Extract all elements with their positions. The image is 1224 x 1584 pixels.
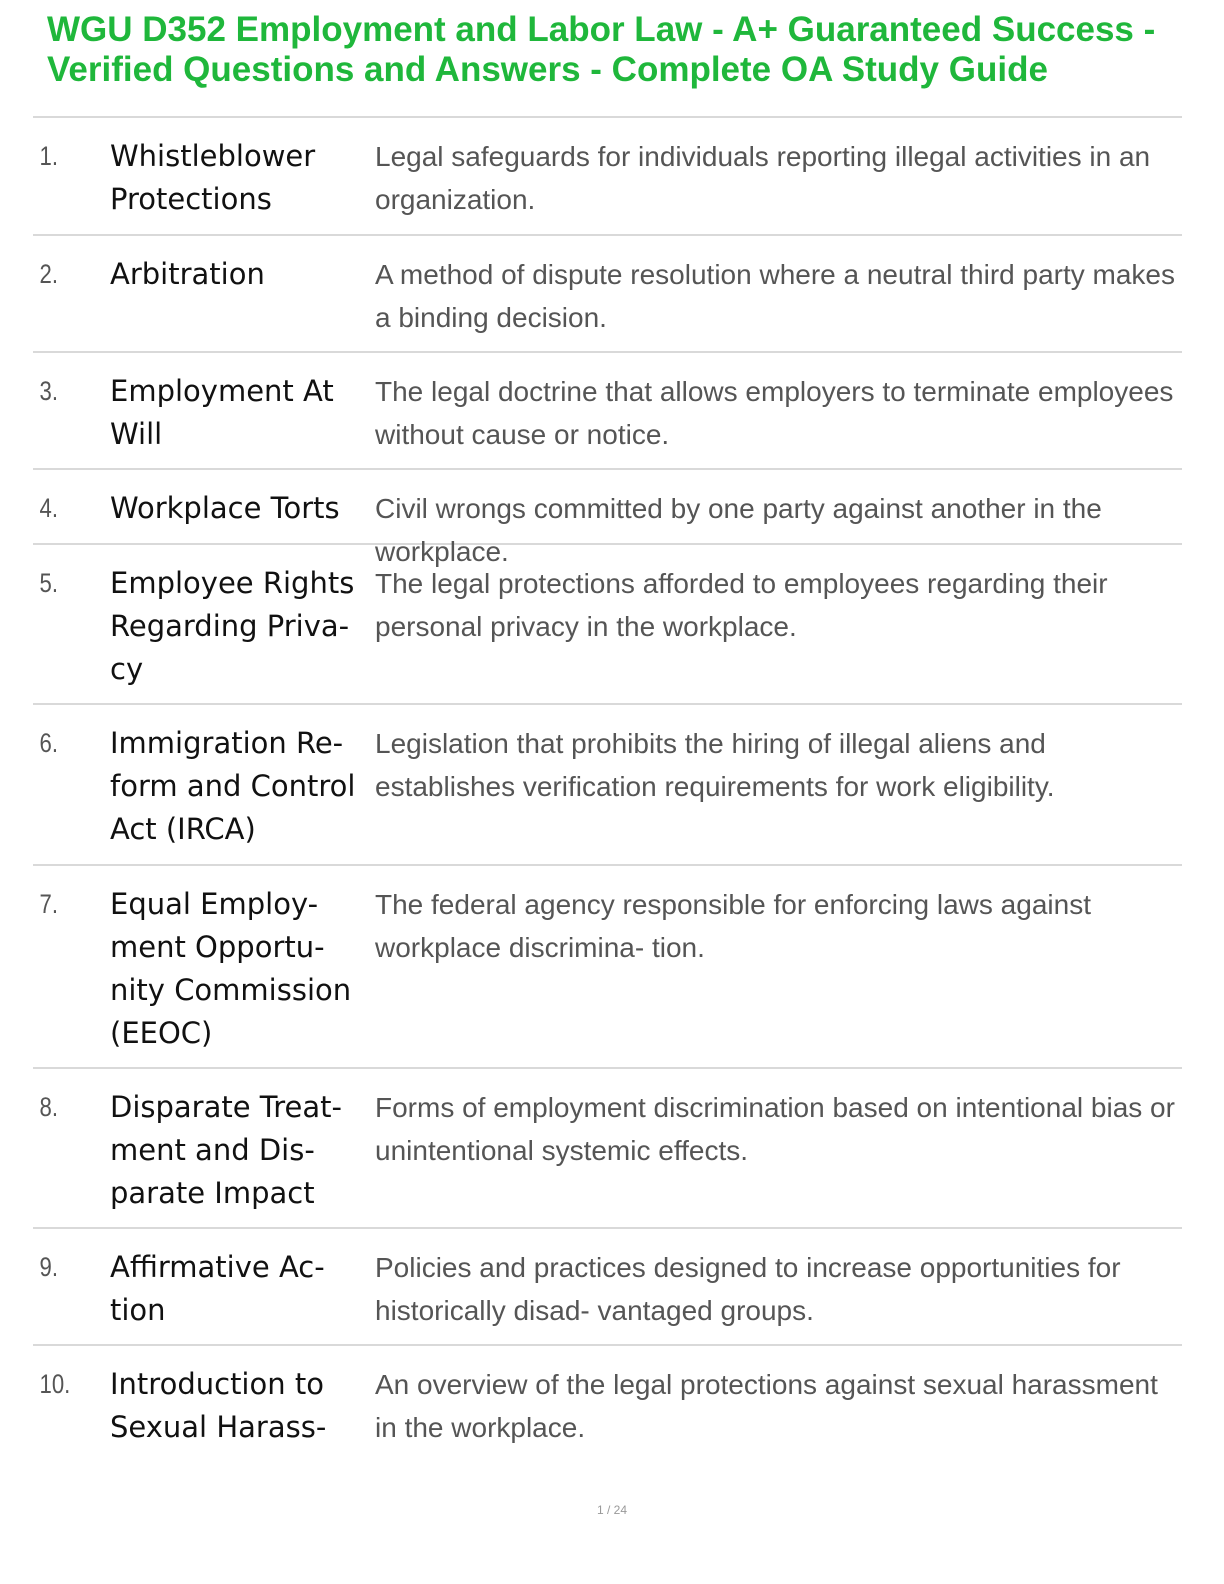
item-number: 8. bbox=[39, 1092, 59, 1122]
list-item bbox=[33, 543, 1182, 703]
list-item bbox=[33, 1067, 1182, 1227]
list-item bbox=[33, 1227, 1182, 1344]
item-definition: Legal safeguards for individuals reporting illegal activities in an organization. bbox=[375, 141, 1151, 215]
item-number: 7. bbox=[39, 889, 59, 919]
title-line-2: Verified Questions and Answers - Complete OA Study Guide bbox=[47, 50, 1048, 89]
item-number: 5. bbox=[39, 568, 59, 598]
item-definition: Legislation that prohibits the hiring of illegal aliens and establishes verification requirements for work eligibility. bbox=[375, 728, 1055, 802]
page-number: 1 / 24 bbox=[596, 1503, 628, 1517]
list-item bbox=[33, 351, 1182, 468]
item-definition: The federal agency responsible for enforcing laws against workplace discrimina- tion. bbox=[375, 889, 1091, 963]
item-term: Equal Employ- ment Opportu- nity Commission (EEOC) bbox=[110, 887, 352, 1050]
item-definition: An overview of the legal protections against sexual harassment in the workplace. bbox=[375, 1369, 1158, 1443]
item-number: 10. bbox=[39, 1369, 71, 1399]
item-definition: A method of dispute resolution where a neutral third party makes a binding decision. bbox=[375, 259, 1175, 333]
item-number: 2. bbox=[39, 259, 59, 289]
list-item bbox=[33, 116, 1182, 234]
item-number: 1. bbox=[39, 141, 59, 171]
flashcard-list bbox=[33, 116, 1182, 1462]
list-item bbox=[33, 468, 1182, 567]
item-definition: The legal protections afforded to employees regarding their personal privacy in the workplace. bbox=[375, 568, 1108, 642]
item-number: 3. bbox=[39, 376, 59, 406]
item-term: Introduction to Sexual Harass- bbox=[110, 1367, 327, 1444]
item-number: 4. bbox=[39, 493, 59, 523]
item-definition: Forms of employment discrimination based on intentional bias or unintentional systemic effects. bbox=[375, 1092, 1175, 1166]
item-definition: The legal doctrine that allows employers to terminate employees without cause or notice. bbox=[375, 376, 1174, 450]
item-term: Employment At Will bbox=[110, 374, 334, 451]
item-term: Employee Rights Regarding Priva- cy bbox=[110, 566, 355, 686]
title-line-1: WGU D352 Employment and Labor Law - A+ Guaranteed Success - bbox=[47, 10, 1156, 49]
list-item bbox=[33, 1344, 1182, 1462]
item-term: Arbitration bbox=[110, 257, 265, 291]
item-term: Workplace Torts bbox=[110, 491, 340, 525]
list-item bbox=[33, 864, 1182, 1067]
item-term: Affirmative Ac- tion bbox=[110, 1250, 325, 1327]
item-number: 6. bbox=[39, 728, 59, 758]
item-term: Immigration Re- form and Control Act (IRCA) bbox=[110, 726, 356, 846]
list-item bbox=[33, 703, 1182, 864]
list-item bbox=[33, 234, 1182, 351]
item-term: Disparate Treat- ment and Dis- parate Impact bbox=[110, 1090, 342, 1210]
item-number: 9. bbox=[39, 1252, 59, 1282]
item-definition: Civil wrongs committed by one party against another in the workplace. bbox=[375, 493, 1102, 567]
item-term: Whistleblower Protections bbox=[110, 139, 316, 216]
item-definition: Policies and practices designed to increase opportunities for historically disad- vantaged groups. bbox=[375, 1252, 1121, 1326]
document-title bbox=[47, 10, 1197, 90]
